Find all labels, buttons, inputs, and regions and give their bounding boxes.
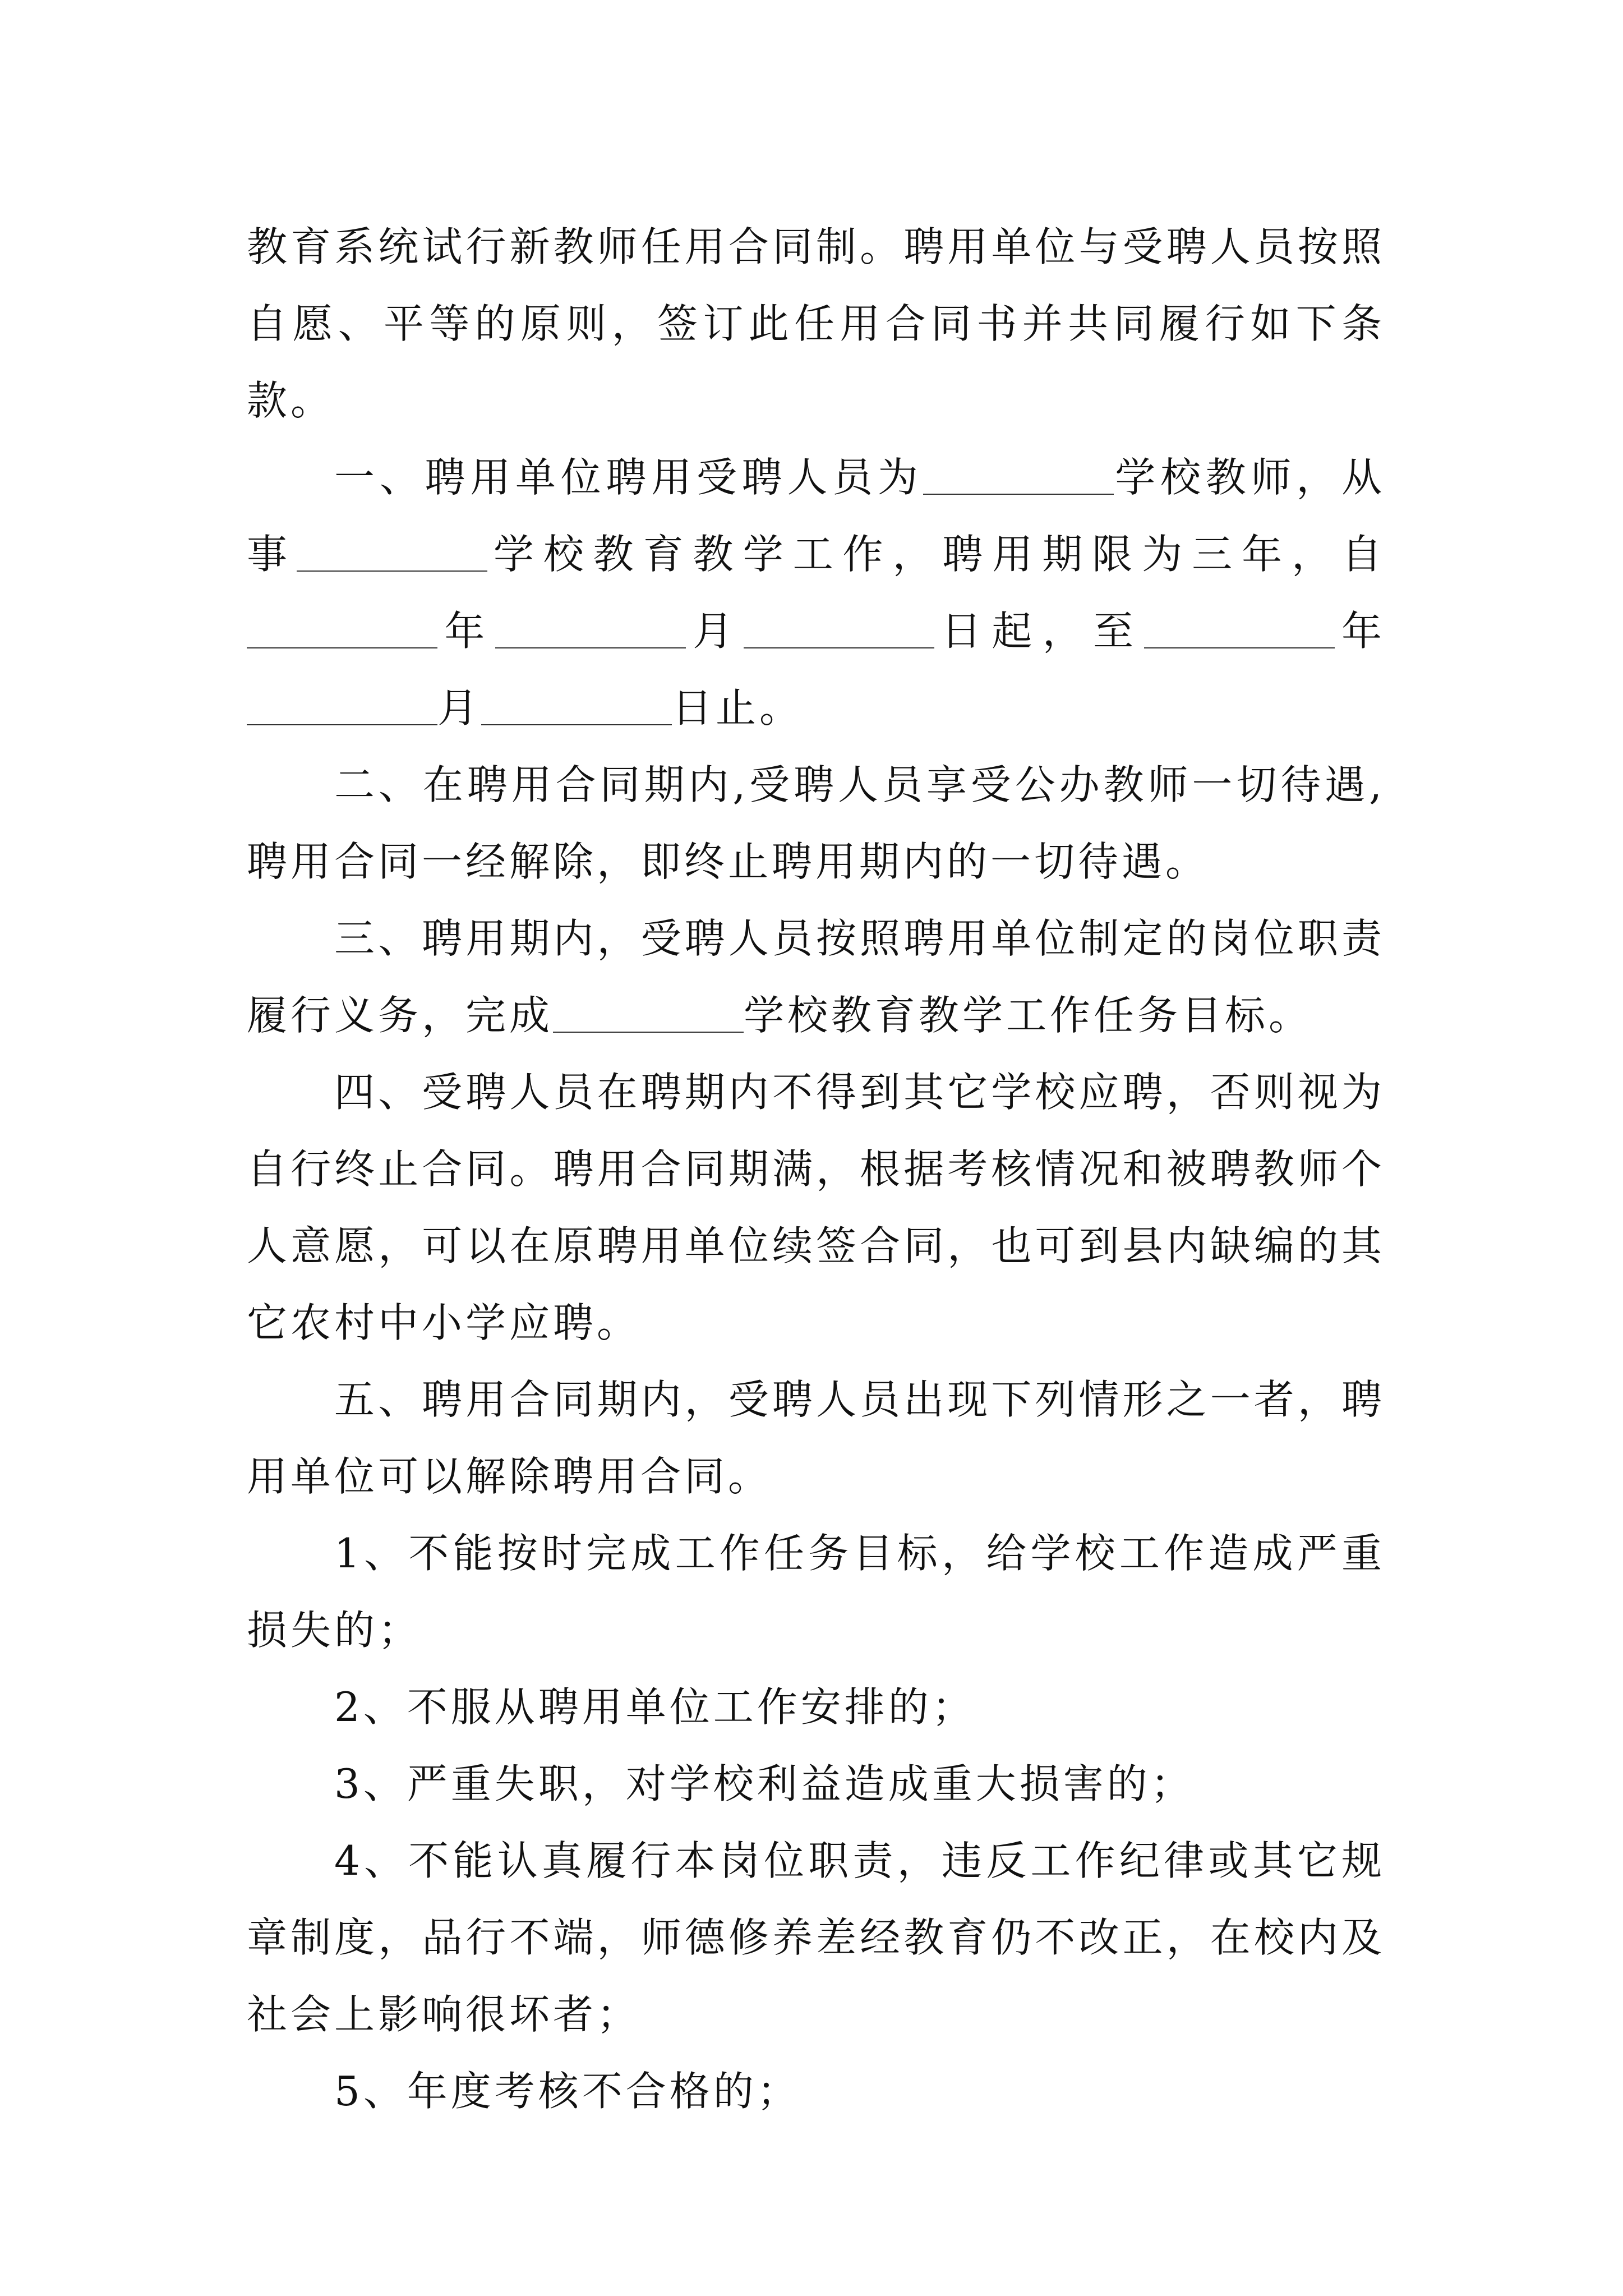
label-year-start: 年 [437,608,495,655]
clause-1-text-2: 学校教师，从事 [247,454,1385,578]
clause-2-paragraph: 二、在聘用合同期内,受聘人员享受公办教师一切待遇,聘用合同一经解除，即终止聘用期内的一切待遇。 [247,761,1385,885]
blank-end-day[interactable] [481,724,672,725]
clause-3-paragraph [247,900,1385,1054]
label-month-end: 月 [437,684,482,731]
blank-task-school[interactable] [553,1031,744,1033]
list-item-3: 3、严重失职，对学校利益造成重大损害的； [334,1760,1195,1807]
clause-1-paragraph [247,439,1385,747]
blank-start-day[interactable] [744,647,934,648]
clause-3-text-1: 三、聘用期内，受聘人员按照聘用单位制定的岗位职责履行义务，完成 [247,915,1385,1039]
document-body [247,209,1385,2130]
blank-end-month[interactable] [247,724,437,725]
list-item-2: 2、不服从聘用单位工作安排的； [334,1683,976,1731]
clause-1-text-1: 一、聘用单位聘用受聘人员为 [334,454,923,501]
clause-5-paragraph: 五、聘用合同期内，受聘人员出现下列情形之一者，聘用单位可以解除聘用合同。 [247,1376,1385,1500]
label-month-start: 月 [685,608,744,655]
intro-paragraph: 教育系统试行新教师任用合同制。聘用单位与受聘人员按照自愿、平等的原则，签订此任用合同书并共同履行如下条款。 [247,223,1385,424]
clause-3-text-2: 学校教育教学工作任务目标。 [744,992,1313,1039]
list-item-1: 1、不能按时完成工作任务目标，给学校工作造成严重损失的； [247,1530,1385,1654]
blank-school-work[interactable] [297,570,487,572]
clause-1-text-3: 学校教育教学工作，聘用期限为三年，自 [487,531,1385,578]
list-item-4: 4、不能认真履行本岗位职责，违反工作纪律或其它规章制度，品行不端，师德修养差经教育仍不改正，在校内及社会上影响很坏者； [247,1837,1385,2038]
label-year-end: 年 [1334,608,1385,655]
label-day-start: 日起，至 [934,608,1144,655]
blank-school-name[interactable] [923,493,1114,495]
blank-start-year[interactable] [247,647,437,648]
list-item-5: 5、年度考核不合格的； [334,2068,801,2115]
label-day-end: 日止。 [672,684,804,731]
clause-4-paragraph: 四、受聘人员在聘期内不得到其它学校应聘，否则视为自行终止合同。聘用合同期满，根据考核情况和被聘教师个人意愿，可以在原聘用单位续签合同，也可到县内缺编的其它农村中小学应聘。 [247,1069,1385,1346]
blank-start-month[interactable] [495,647,686,648]
blank-end-year[interactable] [1144,647,1335,648]
